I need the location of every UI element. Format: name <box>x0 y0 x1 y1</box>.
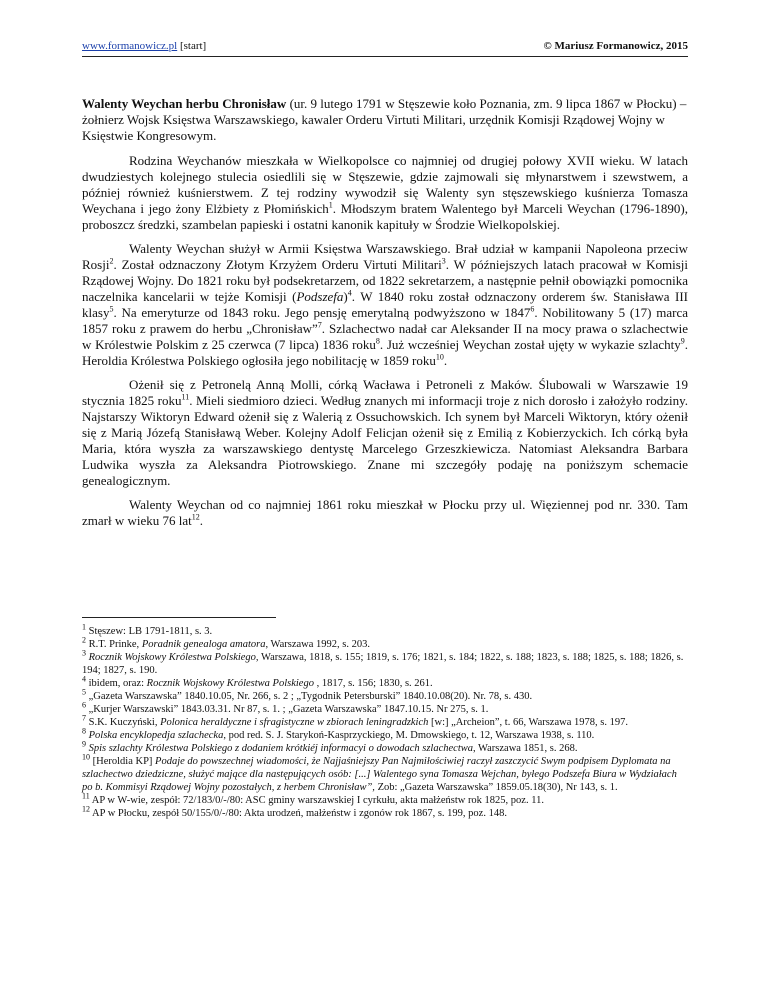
footnote-ref[interactable]: 9 <box>680 336 685 346</box>
footnote-italic: Rocznik Wojskowy Królestwa Polskiego <box>146 678 314 689</box>
footnote-text: Warszawa, 1818, s. 155; 1819, s. 176; 1821, s. 184; 1822, s. 188; 1823, s. 188; 1825, s. 188; 1826, s. 194; 1827, s. 190. <box>82 652 684 676</box>
footnote-item <box>82 687 688 703</box>
footnote-item <box>82 739 688 755</box>
text-run: . Już wcześniej Weychan został ujęty w wykazie szlachty <box>379 337 681 352</box>
footnote-ref[interactable]: 10 <box>435 352 444 362</box>
footnote-ref[interactable]: 3 <box>441 256 446 266</box>
footnote-text: „Kurjer Warszawski” 1843.03.31. Nr 87, s. 1. ; „Gazeta Warszawska” 1847.10.15. Nr 275, s. 1. <box>86 704 489 715</box>
footnote-text: , Warszawa 1992, s. 203. <box>265 639 370 650</box>
text-run: Walenty Weychan służył w Armii Księstwa Warszawskiego. Brał udział w kampanii Napoleona przeciw Rosji <box>82 241 688 272</box>
paragraph-death <box>82 497 688 529</box>
footnote-ref[interactable]: 2 <box>109 256 114 266</box>
footnote-text: , pod red. S. J. Starykoń-Kasprzyckiego, M. Dmowskiego, t. 12, Warszawa 1938, s. 110. <box>223 730 595 741</box>
footnote-text: R.T. Prinke, <box>86 639 142 650</box>
footnote-ref[interactable]: 1 <box>328 200 333 210</box>
text-run: . Heroldia Królestwa Polskiego ogłosiła jego nobilitację w 1859 roku <box>82 337 688 368</box>
footnote-number: 12 <box>82 804 90 814</box>
footnote-text: ibidem, oraz: <box>86 678 147 689</box>
text-run: . Na emeryturze od 1843 roku. Jego pensję emerytalną podwyższono w 1847 <box>113 305 531 320</box>
text-run: Ożenił się z Petronelą Anną Molli, córką Wacława i Petroneli z Maków. Ślubowali w Warszawie 19 stycznia 1825 roku <box>82 377 688 408</box>
footnote-number: 8 <box>82 726 86 736</box>
copyright-notice: © Mariusz Formanowicz, 2015 <box>543 40 688 52</box>
footnote-text: , 1817, s. 156; 1830, s. 261. <box>313 678 433 689</box>
footnote-number: 3 <box>82 648 86 658</box>
footnote-text: AP w W-wie, zespół: 72/183/0/-/80: ASC gminy warszawskiej I cyrkułu, akta małżeństw rok 1825, poz. 11. <box>89 795 544 806</box>
footnote-item <box>82 648 688 677</box>
footnote-item <box>82 674 688 690</box>
footnote-text: , Warszawa 1851, s. 268. <box>473 743 578 754</box>
footnote-ref[interactable]: 11 <box>181 392 190 402</box>
footnote-italic: Polonica heraldyczne i sfragistyczne w zbiorach leningradzkich <box>160 717 429 728</box>
paragraph-family <box>82 153 688 233</box>
footnote-ref[interactable]: 8 <box>375 336 380 346</box>
footnote-item <box>82 622 688 638</box>
intro-text: (ur. 9 lutego 1791 w Stęszewie koło Poznania, zm. 9 lipca 1867 w Płocku) – żołnierz Wojsk Księstwa Warszawskiego, kawaler Orderu Virtuti Militari, urzędnik Komisji Rządowej Wojny w Księstwie Kongresowym. <box>82 96 687 143</box>
text-run: Walenty Weychan od co najmniej 1861 roku mieszkał w Płocku przy ul. Więziennej pod nr. 330. Tam zmarł w wieku 76 lat <box>82 497 688 528</box>
paragraph-marriage <box>82 377 688 489</box>
text-run: . Mieli siedmioro dzieci. Według znanych mi informacji troje z nich dorosło i założyło rodziny. Najstarszy Wiktoryn Edward ożenił się z Walerią z Ossuchowskich. Ich synem był Marceli Wiktoryn, który ożenił się z Marią Józefą Stanisławą Weber. Kolejny Adolf Felicjan ożenił się z Emilią z Kobierzyckich. Ich córką była Maria, która wyszła za warszawskiego dentystę Marcelego Grzeszkiewicza. Natomiast Aleksandra Barbara Ludwika wyszła za Aleksandra Piotrowskiego. Znane mi szczegóły podaję na poniższym schemacie genealogicznym. <box>82 393 689 488</box>
footnote-item <box>82 700 688 716</box>
footnote-text: [Heroldia KP] <box>90 756 156 767</box>
text-run: . <box>443 353 448 368</box>
footnotes <box>82 622 688 820</box>
text-run: . W późniejszych latach pracował w Komisji Rządowej Wojny. Do 1821 roku był podsekretarzem, od 1822 sekretarzem, a następnie pełnił obowiązki pomocnika naczelnika kancelarii w tejże Komisji ( <box>82 257 689 304</box>
footnote-ref[interactable]: 12 <box>191 512 200 522</box>
article-title: Walenty Weychan herbu Chronisław <box>82 96 287 111</box>
site-link[interactable]: www.formanowicz.pl <box>82 40 178 52</box>
start-link[interactable]: [start] <box>179 40 207 52</box>
footnote-number: 10 <box>82 752 90 762</box>
footnote-italic: Rocznik Wojskowy Królestwa Polskiego, <box>88 652 259 663</box>
page-header <box>82 40 688 53</box>
header-divider <box>82 56 688 57</box>
footnote-item <box>82 752 688 794</box>
footnote-number: 11 <box>82 791 90 801</box>
footnote-number: 5 <box>82 687 86 697</box>
footnote-number: 4 <box>82 674 86 684</box>
text-run: . Został odznaczony Złotym Krzyżem Orderu Virtuti Militari <box>113 257 442 272</box>
footnote-number: 7 <box>82 713 86 723</box>
footnote-text: S.K. Kuczyński, <box>86 717 161 728</box>
footnote-ref[interactable]: 4 <box>347 288 352 298</box>
text-run: . W 1840 roku został odznaczony orderem św. Stanisława III klasy <box>82 289 688 320</box>
footnote-text: AP w Płocku, zespół 50/155/0/-/80: Akta urodzeń, małżeństw i zgonów rok 1867, s. 199, poz. 148. <box>90 808 507 819</box>
text-run: . Młodszym bratem Walentego był Marceli Weychan (1796-1890), proboszcz średzki, szambelan papieski i ostatni kanonik kapituły w Środzie Wielkopolskiej. <box>82 201 688 232</box>
footnote-number: 2 <box>82 635 86 645</box>
text-run: . Nobilitowany 5 (17) marca 1857 roku z prawem do herbu „Chronisław” <box>82 305 689 336</box>
article-body <box>82 96 688 537</box>
footnote-ref[interactable]: 6 <box>530 304 535 314</box>
text-run: Rodzina Weychanów mieszkała w Wielkopolsce co najmniej od drugiej połowy XVII wieku. W latach dwudziestych kolejnego stulecia osiedlili się w Stęszewie, gdzie zajmowali się młynarstwem i szewstwem, a później również kuśnierstwem. Z tej rodziny wywodził się Walenty syn stęszewskiego kuśnierza Tomasza Weychana i jego żony Elżbiety z Płomińskich <box>82 153 688 216</box>
footnote-text: [w:] „Archeion”, t. 66, Warszawa 1978, s. 197. <box>428 717 628 728</box>
italic-term: Podszefa <box>296 289 344 304</box>
text-run: . <box>199 513 203 528</box>
footnote-italic: Polska encyklopedja szlachecka <box>88 730 224 741</box>
footnote-item <box>82 635 688 651</box>
text-run: ) <box>343 289 348 304</box>
footnote-item <box>82 791 688 807</box>
footnote-number: 6 <box>82 700 86 710</box>
footnote-italic: Poradnik genealoga amatora <box>141 639 266 650</box>
footnote-number: 9 <box>82 739 86 749</box>
footnote-italic: Podaje do powszechnej wiadomości, że Najjaśniejszy Pan Najmiłościwiej raczył zaszczycić Swym podpisem Dyplomata na szlachectwo dziedziczne, służyć mające dla następujących osób: [...] Walentego syna Tomasza Wejchan, byłego Podszefa Biura w Wydziałach po b. Kommisyi Rządowej Wojny pozostałych, z herbem Chronisław”, <box>82 756 677 793</box>
footnote-italic: Spis szlachty Królestwa Polskiego z dodaniem krótkiéj informacyi o dowodach szlachectwa <box>88 743 473 754</box>
footnote-divider <box>82 617 276 618</box>
footnote-text: „Gazeta Warszawska” 1840.10.05, Nr. 266, s. 2 ; „Tygodnik Petersburski” 1840.10.08(20). Nr. 78, s. 430. <box>86 691 533 702</box>
footnote-text: Zob: „Gazeta Warszawska” 1859.05.18(30), Nr 143, s. 1. <box>374 782 618 793</box>
footnote-ref[interactable]: 5 <box>109 304 114 314</box>
footnote-item <box>82 726 688 742</box>
footnote-number: 1 <box>82 622 86 632</box>
footnote-text: Stęszew: LB 1791-1811, s. 3. <box>86 626 213 637</box>
footnote-item <box>82 804 688 820</box>
footnote-item <box>82 713 688 729</box>
intro-paragraph <box>82 96 688 144</box>
footnote-ref[interactable]: 7 <box>317 320 322 330</box>
text-run: . Szlachectwo nadał car Aleksander II na mocy prawa o szlachectwie w Królestwie Polskim z 25 czerwca (7 lipca) 1836 roku <box>82 321 688 352</box>
paragraph-career <box>82 241 688 369</box>
